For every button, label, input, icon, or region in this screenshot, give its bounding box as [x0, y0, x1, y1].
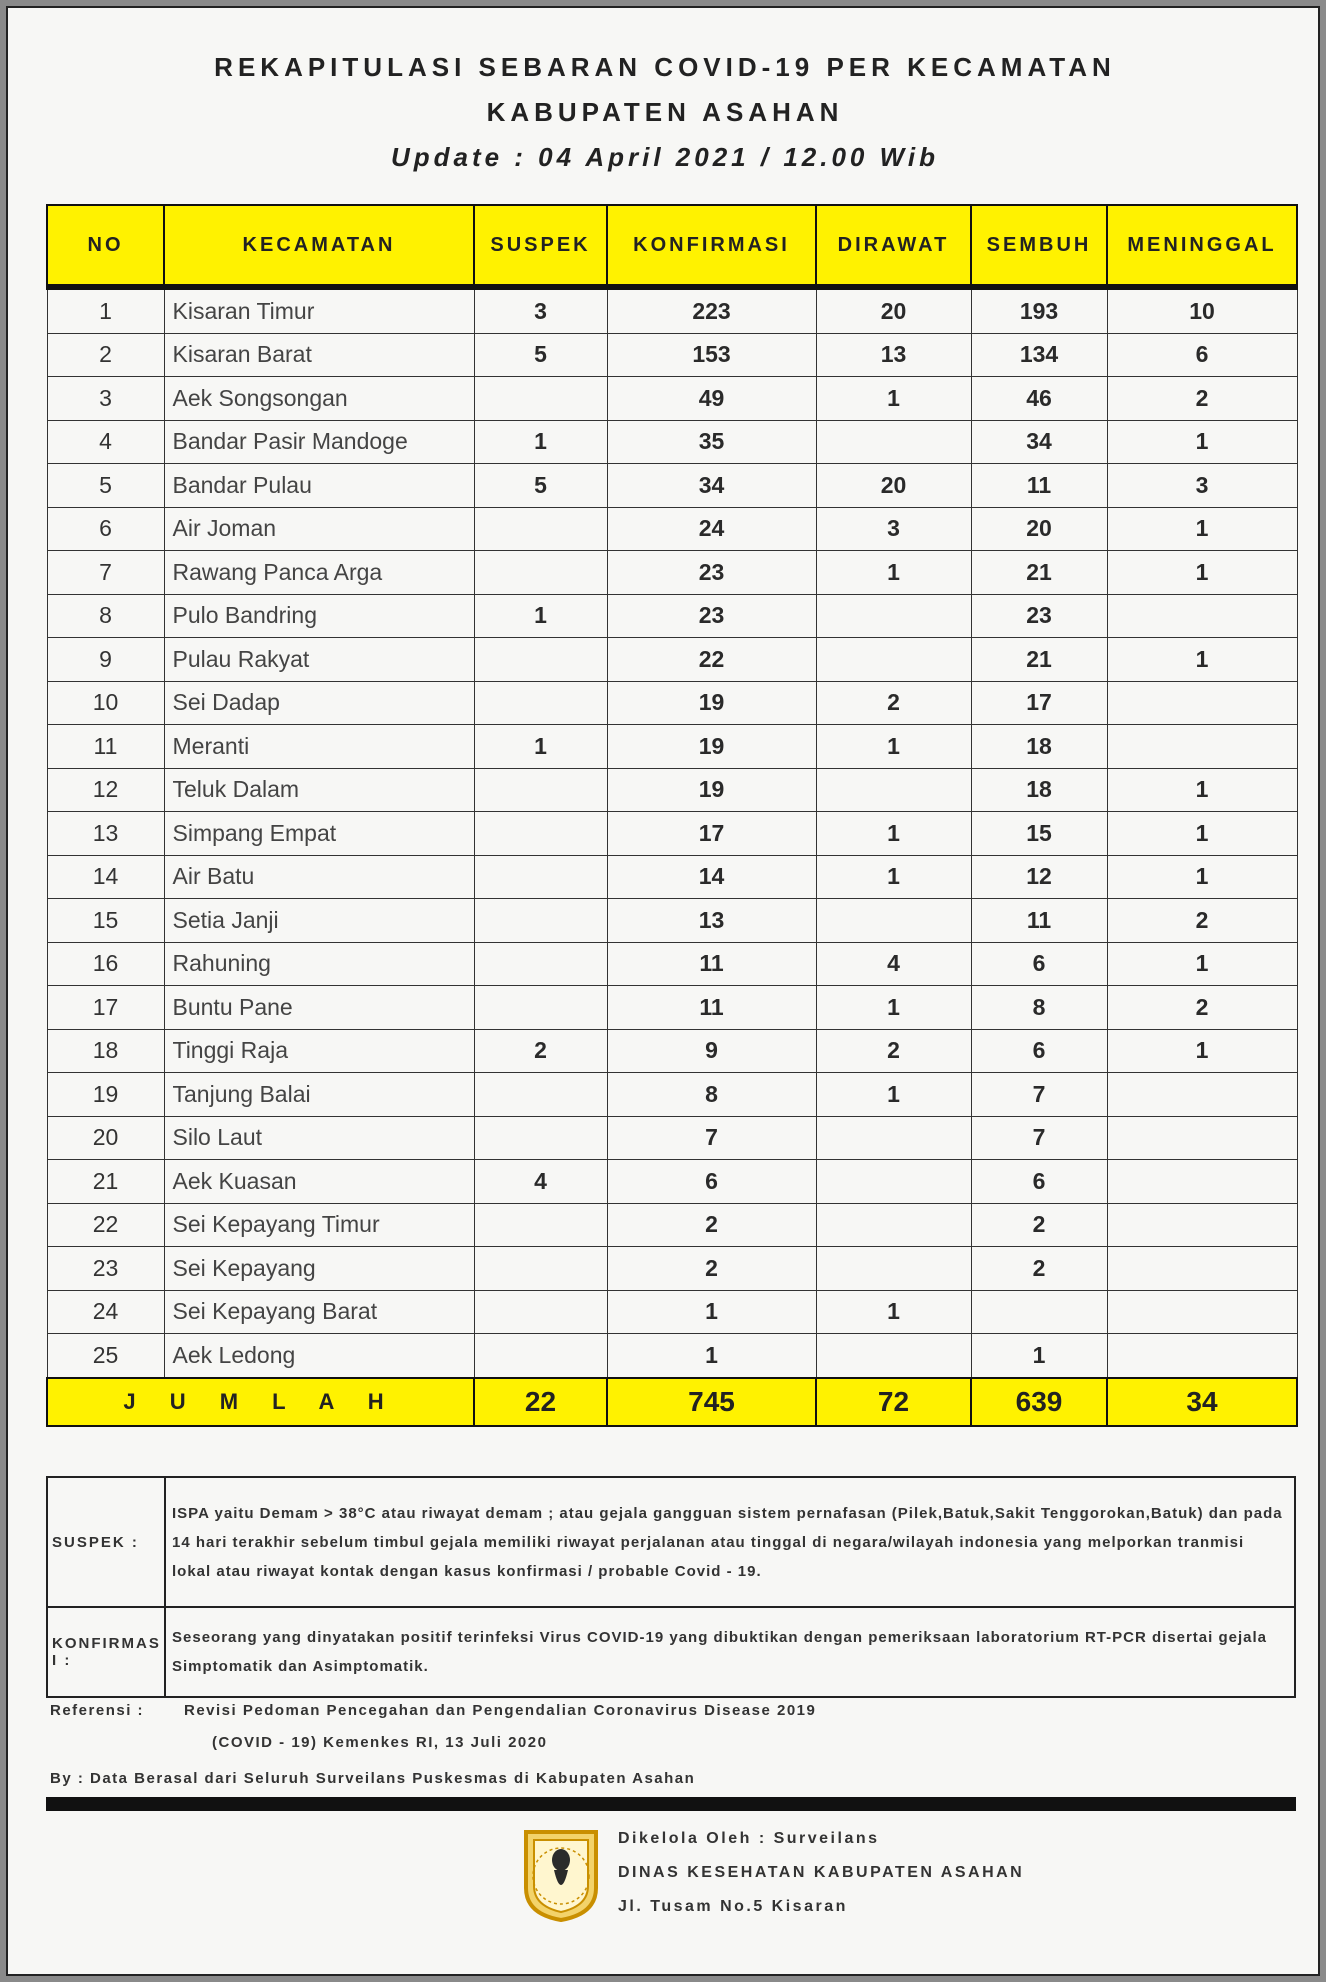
table-row — [47, 551, 1297, 595]
cell-no: 5 — [47, 464, 164, 508]
cell-dirawat: 20 — [816, 464, 971, 508]
total-konfirmasi: 745 — [607, 1378, 816, 1426]
table-row — [47, 986, 1297, 1030]
cell-suspek — [474, 942, 607, 986]
cell-suspek — [474, 855, 607, 899]
cell-sembuh: 8 — [971, 986, 1107, 1030]
cell-no: 24 — [47, 1290, 164, 1334]
cell-dirawat — [816, 638, 971, 682]
cell-no: 23 — [47, 1247, 164, 1291]
cell-sembuh: 21 — [971, 551, 1107, 595]
cell-konfirmasi: 6 — [607, 1160, 816, 1204]
cell-sembuh: 6 — [971, 942, 1107, 986]
cell-dirawat: 1 — [816, 812, 971, 856]
cell-kecamatan: Pulo Bandring — [164, 594, 474, 638]
table-row — [47, 1334, 1297, 1378]
table-row — [47, 1029, 1297, 1073]
cell-no: 22 — [47, 1203, 164, 1247]
cell-meninggal: 1 — [1107, 507, 1297, 551]
cell-meninggal: 1 — [1107, 942, 1297, 986]
cell-dirawat — [816, 1116, 971, 1160]
cell-meninggal: 6 — [1107, 333, 1297, 377]
suspek-definition-label: SUSPEK : — [47, 1477, 165, 1607]
cell-konfirmasi: 14 — [607, 855, 816, 899]
suspek-definition-row — [47, 1477, 1295, 1607]
managed-by: Dikelola Oleh : Surveilans — [618, 1830, 880, 1847]
cell-meninggal: 1 — [1107, 855, 1297, 899]
cell-konfirmasi: 2 — [607, 1247, 816, 1291]
cell-no: 9 — [47, 638, 164, 682]
cell-sembuh: 34 — [971, 420, 1107, 464]
table-row — [47, 638, 1297, 682]
table-row — [47, 420, 1297, 464]
table-row — [47, 942, 1297, 986]
data-source-note: By : Data Berasal dari Seluruh Surveilans Puskesmas di Kabupaten Asahan — [50, 1770, 696, 1787]
konfirmasi-definition-row — [47, 1607, 1295, 1697]
cell-dirawat — [816, 1334, 971, 1378]
cell-konfirmasi: 8 — [607, 1073, 816, 1117]
cell-sembuh: 7 — [971, 1073, 1107, 1117]
total-label: J U M L A H — [47, 1378, 474, 1426]
cell-meninggal — [1107, 1116, 1297, 1160]
cell-kecamatan: Kisaran Barat — [164, 333, 474, 377]
cell-kecamatan: Aek Ledong — [164, 1334, 474, 1378]
cell-konfirmasi: 24 — [607, 507, 816, 551]
cell-dirawat: 1 — [816, 1290, 971, 1334]
cell-kecamatan: Rahuning — [164, 942, 474, 986]
cell-no: 15 — [47, 899, 164, 943]
table-row — [47, 1290, 1297, 1334]
cell-sembuh: 46 — [971, 377, 1107, 421]
cell-meninggal — [1107, 1247, 1297, 1291]
cell-dirawat — [816, 899, 971, 943]
table-row — [47, 333, 1297, 377]
report-sheet — [6, 6, 1320, 1976]
cell-suspek: 4 — [474, 1160, 607, 1204]
cell-suspek — [474, 899, 607, 943]
total-dirawat: 72 — [816, 1378, 971, 1426]
table-row — [47, 287, 1297, 333]
cell-konfirmasi: 19 — [607, 725, 816, 769]
cell-kecamatan: Buntu Pane — [164, 986, 474, 1030]
cell-meninggal: 10 — [1107, 287, 1297, 333]
col-header-no: NO — [47, 205, 164, 287]
cell-suspek — [474, 681, 607, 725]
cell-no: 25 — [47, 1334, 164, 1378]
cell-dirawat: 1 — [816, 1073, 971, 1117]
cell-dirawat — [816, 1160, 971, 1204]
cell-no: 10 — [47, 681, 164, 725]
cell-sembuh: 15 — [971, 812, 1107, 856]
cell-kecamatan: Tinggi Raja — [164, 1029, 474, 1073]
cell-konfirmasi: 11 — [607, 942, 816, 986]
cell-no: 18 — [47, 1029, 164, 1073]
cell-meninggal — [1107, 1334, 1297, 1378]
agency-address: Jl. Tusam No.5 Kisaran — [618, 1898, 848, 1915]
report-subtitle: KABUPATEN ASAHAN — [486, 97, 844, 127]
definitions-table — [46, 1476, 1296, 1698]
col-header-suspek: SUSPEK — [474, 205, 607, 287]
cell-meninggal: 2 — [1107, 899, 1297, 943]
cell-suspek — [474, 638, 607, 682]
cell-konfirmasi: 49 — [607, 377, 816, 421]
dinas-kesehatan-logo-icon — [520, 1826, 602, 1922]
cell-suspek: 1 — [474, 725, 607, 769]
cell-dirawat — [816, 1247, 971, 1291]
cell-sembuh: 23 — [971, 594, 1107, 638]
agency-name: DINAS KESEHATAN KABUPATEN ASAHAN — [618, 1864, 1025, 1881]
cell-konfirmasi: 11 — [607, 986, 816, 1030]
cell-sembuh: 21 — [971, 638, 1107, 682]
cell-dirawat — [816, 1203, 971, 1247]
cell-dirawat: 2 — [816, 1029, 971, 1073]
cell-sembuh: 18 — [971, 725, 1107, 769]
cell-kecamatan: Bandar Pasir Mandoge — [164, 420, 474, 464]
total-suspek: 22 — [474, 1378, 607, 1426]
cell-kecamatan: Aek Songsongan — [164, 377, 474, 421]
cell-sembuh: 1 — [971, 1334, 1107, 1378]
cell-suspek: 1 — [474, 594, 607, 638]
table-row — [47, 507, 1297, 551]
cell-no: 13 — [47, 812, 164, 856]
cell-kecamatan: Silo Laut — [164, 1116, 474, 1160]
col-header-kecamatan: KECAMATAN — [164, 205, 474, 287]
cell-konfirmasi: 13 — [607, 899, 816, 943]
konfirmasi-definition-label: KONFIRMASI : — [47, 1607, 165, 1697]
cell-dirawat: 1 — [816, 725, 971, 769]
cell-konfirmasi: 1 — [607, 1290, 816, 1334]
cell-konfirmasi: 22 — [607, 638, 816, 682]
cell-meninggal: 1 — [1107, 768, 1297, 812]
col-header-sembuh: SEMBUH — [971, 205, 1107, 287]
cell-no: 1 — [47, 287, 164, 333]
cell-meninggal — [1107, 725, 1297, 769]
table-body — [47, 287, 1297, 1378]
table-row — [47, 1073, 1297, 1117]
cell-dirawat: 1 — [816, 855, 971, 899]
cell-konfirmasi: 19 — [607, 681, 816, 725]
cell-no: 17 — [47, 986, 164, 1030]
cell-dirawat: 1 — [816, 377, 971, 421]
cell-kecamatan: Sei Kepayang — [164, 1247, 474, 1291]
cell-no: 14 — [47, 855, 164, 899]
cell-sembuh: 18 — [971, 768, 1107, 812]
cell-sembuh: 17 — [971, 681, 1107, 725]
report-title: REKAPITULASI SEBARAN COVID-19 PER KECAMATAN — [214, 52, 1116, 82]
cell-no: 6 — [47, 507, 164, 551]
cell-konfirmasi: 9 — [607, 1029, 816, 1073]
cell-meninggal — [1107, 1290, 1297, 1334]
cell-konfirmasi: 23 — [607, 551, 816, 595]
cell-dirawat — [816, 594, 971, 638]
cell-kecamatan: Rawang Panca Arga — [164, 551, 474, 595]
cell-konfirmasi: 35 — [607, 420, 816, 464]
cell-kecamatan: Kisaran Timur — [164, 287, 474, 333]
cell-sembuh: 11 — [971, 464, 1107, 508]
reference-line1: Revisi Pedoman Pencegahan dan Pengendalian Coronavirus Disease 2019 — [184, 1702, 817, 1719]
cell-meninggal: 1 — [1107, 1029, 1297, 1073]
cell-sembuh: 6 — [971, 1029, 1107, 1073]
cell-kecamatan: Tanjung Balai — [164, 1073, 474, 1117]
cell-sembuh: 134 — [971, 333, 1107, 377]
cell-no: 11 — [47, 725, 164, 769]
cell-suspek — [474, 551, 607, 595]
cell-meninggal — [1107, 681, 1297, 725]
total-meninggal: 34 — [1107, 1378, 1297, 1426]
table-row — [47, 1247, 1297, 1291]
cell-meninggal: 1 — [1107, 638, 1297, 682]
cell-meninggal: 1 — [1107, 812, 1297, 856]
cell-dirawat: 2 — [816, 681, 971, 725]
cell-kecamatan: Meranti — [164, 725, 474, 769]
cell-konfirmasi: 17 — [607, 812, 816, 856]
cell-dirawat: 1 — [816, 986, 971, 1030]
cell-no: 16 — [47, 942, 164, 986]
cell-konfirmasi: 23 — [607, 594, 816, 638]
cell-kecamatan: Air Batu — [164, 855, 474, 899]
reference-label: Referensi : — [50, 1702, 145, 1719]
cell-suspek: 1 — [474, 420, 607, 464]
cell-dirawat — [816, 420, 971, 464]
table-row — [47, 899, 1297, 943]
cell-meninggal — [1107, 594, 1297, 638]
konfirmasi-definition-text: Seseorang yang dinyatakan positif terinfeksi Virus COVID-19 yang dibuktikan dengan pemeriksaan laboratorium RT-PCR disertai gejala Simptomatik dan Asimptomatik. — [165, 1607, 1295, 1697]
cell-suspek — [474, 1203, 607, 1247]
cell-sembuh — [971, 1290, 1107, 1334]
cell-konfirmasi: 34 — [607, 464, 816, 508]
table-row — [47, 594, 1297, 638]
cell-meninggal — [1107, 1160, 1297, 1204]
table-row — [47, 1203, 1297, 1247]
cell-konfirmasi: 7 — [607, 1116, 816, 1160]
cell-kecamatan: Aek Kuasan — [164, 1160, 474, 1204]
table-row — [47, 768, 1297, 812]
table-row — [47, 681, 1297, 725]
cell-suspek: 5 — [474, 464, 607, 508]
cell-dirawat: 3 — [816, 507, 971, 551]
cell-kecamatan: Pulau Rakyat — [164, 638, 474, 682]
cell-suspek — [474, 1073, 607, 1117]
cell-kecamatan: Sei Kepayang Barat — [164, 1290, 474, 1334]
cell-sembuh: 2 — [971, 1247, 1107, 1291]
col-header-meninggal: MENINGGAL — [1107, 205, 1297, 287]
cell-meninggal — [1107, 1073, 1297, 1117]
cell-dirawat: 4 — [816, 942, 971, 986]
cell-sembuh: 6 — [971, 1160, 1107, 1204]
cell-sembuh: 20 — [971, 507, 1107, 551]
table-row — [47, 1116, 1297, 1160]
cell-meninggal: 2 — [1107, 377, 1297, 421]
cell-no: 12 — [47, 768, 164, 812]
cell-suspek — [474, 507, 607, 551]
cell-meninggal: 3 — [1107, 464, 1297, 508]
cell-kecamatan: Air Joman — [164, 507, 474, 551]
cell-dirawat: 20 — [816, 287, 971, 333]
cell-sembuh: 7 — [971, 1116, 1107, 1160]
table-row — [47, 725, 1297, 769]
update-date: Update : 04 April 2021 / 12.00 Wib — [390, 142, 940, 172]
table-row — [47, 812, 1297, 856]
cell-kecamatan: Bandar Pulau — [164, 464, 474, 508]
cell-dirawat: 13 — [816, 333, 971, 377]
table-row — [47, 1160, 1297, 1204]
cell-sembuh: 11 — [971, 899, 1107, 943]
cell-meninggal: 1 — [1107, 551, 1297, 595]
cell-no: 4 — [47, 420, 164, 464]
cell-meninggal: 2 — [1107, 986, 1297, 1030]
cell-no: 7 — [47, 551, 164, 595]
cell-suspek — [474, 377, 607, 421]
cell-suspek — [474, 1247, 607, 1291]
cell-suspek — [474, 1334, 607, 1378]
cell-konfirmasi: 223 — [607, 287, 816, 333]
cell-suspek: 2 — [474, 1029, 607, 1073]
cell-kecamatan: Sei Dadap — [164, 681, 474, 725]
col-header-dirawat: DIRAWAT — [816, 205, 971, 287]
cell-konfirmasi: 1 — [607, 1334, 816, 1378]
cell-konfirmasi: 19 — [607, 768, 816, 812]
total-row — [47, 1378, 1297, 1426]
table-row — [47, 377, 1297, 421]
col-header-konfirmasi: KONFIRMASI — [607, 205, 816, 287]
cell-konfirmasi: 2 — [607, 1203, 816, 1247]
cell-no: 21 — [47, 1160, 164, 1204]
cell-sembuh: 2 — [971, 1203, 1107, 1247]
cell-dirawat — [816, 768, 971, 812]
cell-suspek — [474, 812, 607, 856]
cell-suspek — [474, 1290, 607, 1334]
cell-kecamatan: Teluk Dalam — [164, 768, 474, 812]
cell-no: 2 — [47, 333, 164, 377]
cell-suspek — [474, 1116, 607, 1160]
reference-line2: (COVID - 19) Kemenkes RI, 13 Juli 2020 — [212, 1734, 548, 1751]
cell-kecamatan: Simpang Empat — [164, 812, 474, 856]
cell-suspek — [474, 768, 607, 812]
cell-no: 19 — [47, 1073, 164, 1117]
total-sembuh: 639 — [971, 1378, 1107, 1426]
cell-kecamatan: Sei Kepayang Timur — [164, 1203, 474, 1247]
cell-suspek: 3 — [474, 287, 607, 333]
cell-sembuh: 193 — [971, 287, 1107, 333]
cell-no: 3 — [47, 377, 164, 421]
cell-no: 20 — [47, 1116, 164, 1160]
suspek-definition-text: ISPA yaitu Demam > 38°C atau riwayat demam ; atau gejala gangguan sistem pernafasan (Pilek,Batuk,Sakit Tenggorokan,Batuk) dan pada 14 hari terakhir sebelum timbul gejala memiliki riwayat perjalanan atau tinggal di negara/wilayah indonesia yang melporkan tranmisi lokal atau riwayat kontak dengan kasus konfirmasi / probable Covid - 19. — [165, 1477, 1295, 1607]
cell-suspek — [474, 986, 607, 1030]
table-row — [47, 855, 1297, 899]
cell-meninggal — [1107, 1203, 1297, 1247]
cell-suspek: 5 — [474, 333, 607, 377]
divider-bar — [46, 1797, 1296, 1811]
cell-dirawat: 1 — [816, 551, 971, 595]
table-header-row — [47, 205, 1297, 287]
covid-recap-table — [46, 204, 1298, 1427]
cell-meninggal: 1 — [1107, 420, 1297, 464]
cell-konfirmasi: 153 — [607, 333, 816, 377]
cell-sembuh: 12 — [971, 855, 1107, 899]
cell-kecamatan: Setia Janji — [164, 899, 474, 943]
table-row — [47, 464, 1297, 508]
cell-no: 8 — [47, 594, 164, 638]
